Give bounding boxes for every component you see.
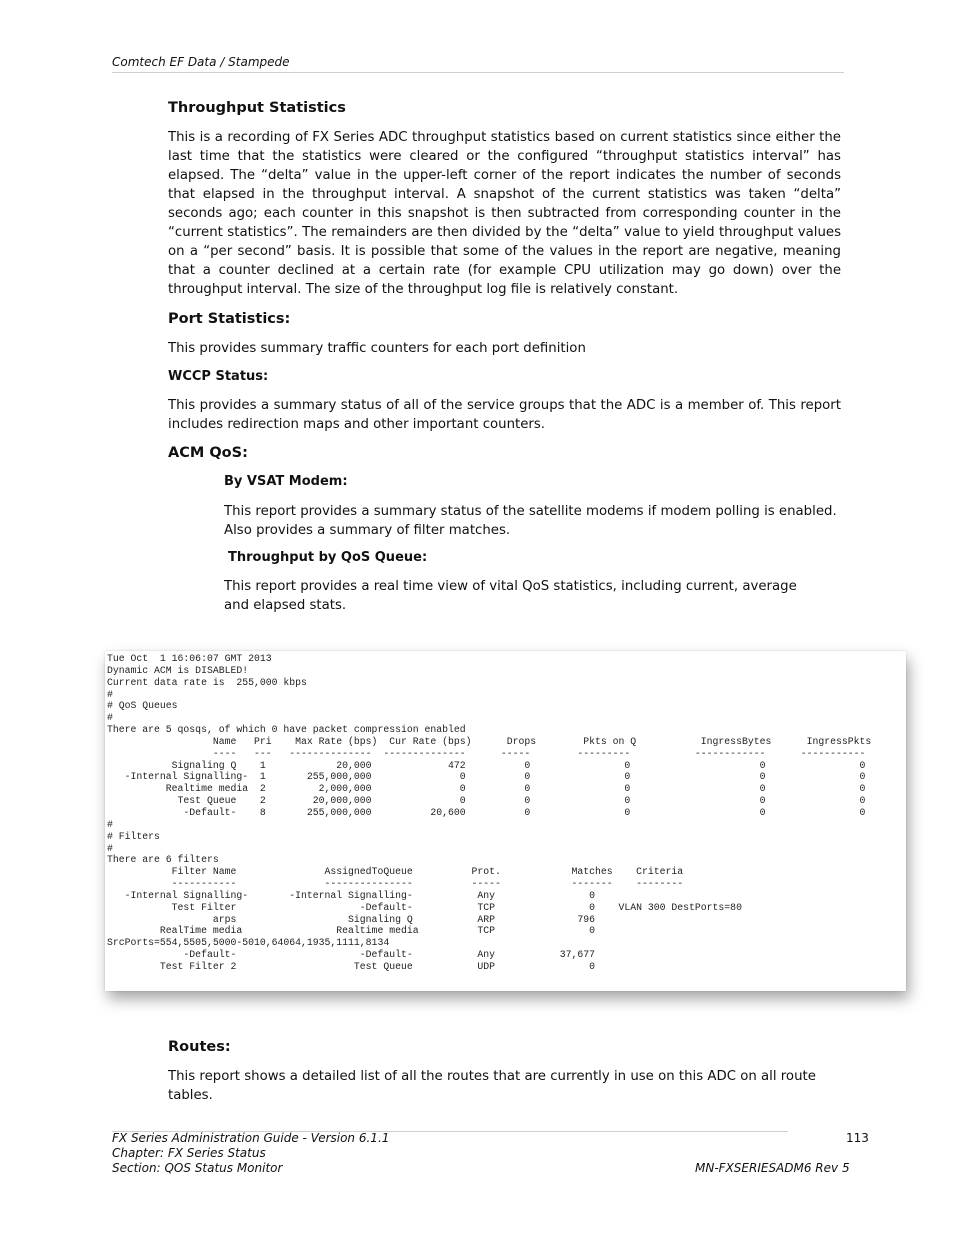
port-statistics-heading: Port Statistics: [168, 311, 291, 327]
terminal-line: # [107, 818, 113, 830]
terminal-line: -Internal Signalling- -Internal Signalling- Any 0 [124, 889, 595, 901]
acm-qos-heading: ACM QoS: [168, 445, 248, 461]
terminal-line: # [107, 688, 113, 700]
terminal-line: -Default- 8 255,000,000 20,600 0 0 0 0 [183, 806, 866, 818]
vsat-modem-paragraph: This report provides a summary status of the satellite modems if modem polling is enabled. Also provides a summary of filter matches. [224, 504, 837, 538]
terminal-line: Signaling Q 1 20,000 472 0 0 0 0 [171, 759, 866, 771]
terminal-line: arps Signaling Q ARP 796 [212, 913, 595, 925]
terminal-line: SrcPorts=554,5505,5000-5010,64064,1935,1111,8134 [107, 937, 390, 949]
wccp-status-heading: WCCP Status: [168, 369, 269, 384]
vsat-modem-heading: By VSAT Modem: [224, 474, 348, 489]
terminal-line: There are 6 filters [107, 854, 219, 866]
port-statistics-paragraph: This provides summary traffic counters for each port definition [168, 341, 586, 356]
qos-queue-paragraph: This report provides a real time view of vital QoS statistics, including current, average and elapsed stats. [224, 579, 797, 613]
terminal-line: Test Filter 2 Test Queue UDP 0 [159, 960, 595, 972]
terminal-line: Dynamic ACM is DISABLED! [107, 664, 249, 676]
qos-status-terminal-screenshot [105, 651, 906, 991]
terminal-line: Tue Oct 1 16:06:07 GMT 2013 [107, 653, 272, 664]
footer-chapter: Chapter: FX Series Status [112, 1146, 266, 1160]
terminal-line: # QoS Queues [107, 700, 178, 712]
terminal-line: RealTime media Realtime media TCP 0 [159, 925, 595, 937]
terminal-line: ----------- --------------- ----- ------- -------- [171, 878, 684, 890]
terminal-line: Test Filter -Default- TCP 0 VLAN 300 DestPorts=80 [171, 901, 742, 913]
wccp-status-paragraph: This provides a summary status of all of the service groups that the ADC is a member of. This report includes redirection maps and other important counters. [168, 398, 841, 432]
terminal-line: Test Queue 2 20,000,000 0 0 0 0 0 [177, 795, 866, 807]
terminal-line: # Filters [107, 830, 160, 842]
terminal-line: Filter Name AssignedToQueue Prot. Matches Criteria [171, 866, 684, 878]
terminal-line: There are 5 qosqs, of which 0 have packet compression enabled [107, 724, 466, 736]
terminal-line: Name Pri Max Rate (bps) Cur Rate (bps) Drops Pkts on Q IngressBytes IngressPkts [212, 735, 872, 747]
terminal-line: # [107, 842, 113, 854]
terminal-line: -Default- -Default- Any 37,677 [183, 949, 595, 961]
footer-guide-title: FX Series Administration Guide - Version 6.1.1 [112, 1131, 390, 1145]
terminal-line: ---- --- -------------- -------------- ----- --------- ------------ ----------- [212, 747, 866, 759]
terminal-line: Current data rate is 255,000 kbps [107, 676, 307, 688]
page-number: 113 [846, 1131, 869, 1145]
footer-section: Section: QOS Status Monitor [112, 1161, 283, 1175]
terminal-line: # [107, 712, 113, 724]
qos-queue-heading: Throughput by QoS Queue: [228, 550, 428, 565]
throughput-statistics-heading: Throughput Statistics [168, 100, 346, 116]
throughput-statistics-paragraph: This is a recording of FX Series ADC throughput statistics based on current statistics since either the last time that the statistics were cleared or the configured “throughput statistics interval” has elapsed. The “delta” value in the upper-left corner of the report indicates the number of seconds that elapsed in the throughput interval. A snapshot of the current statistics was taken “delta” seconds ago; each counter in this snapshot is then subtracted from corresponding counter in the “current statistics”. The remainders are then divided by the “delta” value to yield throughput values on a “per second” basis. It is possible that some of the values in the report are negative, meaning that a counter declined at a certain rate (for example CPU utilization may go down) over the throughput interval. The size of the throughput log file is relatively constant. [168, 130, 841, 297]
terminal-line: Realtime media 2 2,000,000 0 0 0 0 0 [165, 783, 866, 795]
footer-document-id: MN-FXSERIESADM6 Rev 5 [695, 1161, 850, 1175]
terminal-output [105, 651, 906, 973]
running-header: Comtech EF Data / Stampede [112, 55, 844, 73]
routes-heading: Routes: [168, 1039, 231, 1055]
terminal-line: -Internal Signalling- 1 255,000,000 0 0 0 0 0 [124, 771, 866, 783]
routes-paragraph: This report shows a detailed list of all the routes that are currently in use on this ADC on all route tables. [168, 1069, 816, 1103]
